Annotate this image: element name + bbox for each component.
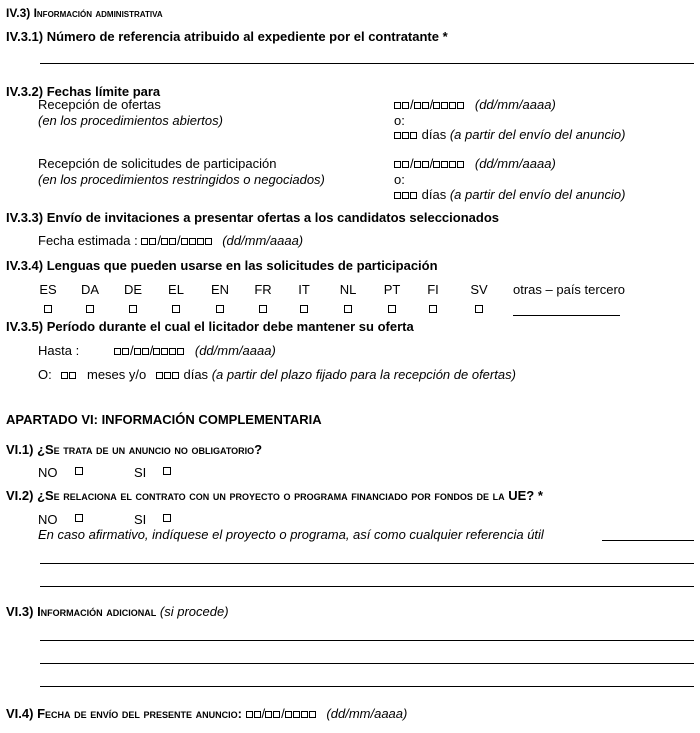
vi1-si-checkbox[interactable] — [163, 467, 171, 475]
lang-checkbox-nl[interactable] — [344, 305, 352, 313]
section-iv3-heading: IV.3) Información administrativa — [6, 6, 163, 20]
ofertas-date-field[interactable]: / / (dd/mm/aaaa) — [394, 97, 556, 112]
o-label-2: o: — [394, 172, 405, 187]
lang-label-fi: FI — [427, 282, 439, 297]
lang-checkbox-en[interactable] — [216, 305, 224, 313]
lang-checkbox-da[interactable] — [86, 305, 94, 313]
lang-label-es: ES — [39, 282, 57, 297]
vi2-si-label: SI — [134, 512, 147, 527]
apartado-vi-heading: APARTADO VI: INFORMACIÓN COMPLEMENTARIA — [6, 412, 322, 427]
lang-label-de: DE — [123, 282, 143, 297]
solicitudes-date-field[interactable]: / / (dd/mm/aaaa) — [394, 156, 556, 171]
lang-label-fr: FR — [254, 282, 272, 297]
lang-checkbox-de[interactable] — [129, 305, 137, 313]
lang-checkbox-sv[interactable] — [475, 305, 483, 313]
vi3-info-line-3[interactable] — [40, 686, 694, 687]
lang-label-pt: PT — [383, 282, 401, 297]
lang-checkbox-pt[interactable] — [388, 305, 396, 313]
vi3-info-line-2[interactable] — [40, 663, 694, 664]
periodo-field[interactable]: O: meses y/o días (a partir del plazo fijado para la recepción de ofertas) — [38, 367, 516, 382]
lang-checkbox-it[interactable] — [300, 305, 308, 313]
lang-label-it: IT — [298, 282, 310, 297]
solicitudes-days-field[interactable]: días (a partir del envío del anuncio) — [394, 187, 625, 202]
section-iv34-heading: IV.3.4) Lenguas que pueden usarse en las solicitudes de participación — [6, 258, 438, 273]
lang-checkbox-fi[interactable] — [429, 305, 437, 313]
recepcion-solicitudes-label: Recepción de solicitudes de participación — [38, 156, 277, 171]
lang-checkbox-el[interactable] — [172, 305, 180, 313]
vi3-info-line-1[interactable] — [40, 640, 694, 641]
vi1-no-checkbox[interactable] — [75, 467, 83, 475]
o-label-1: o: — [394, 113, 405, 128]
ofertas-days-field[interactable]: días (a partir del envío del anuncio) — [394, 127, 625, 142]
vi1-si-label: SI — [134, 465, 147, 480]
recepcion-ofertas-label: Recepción de ofertas — [38, 97, 161, 112]
vi2-no-label: NO — [38, 512, 58, 527]
section-iv32-heading: IV.3.2) Fechas límite para — [6, 84, 161, 99]
proc-abiertos-note: (en los procedimientos abiertos) — [38, 113, 223, 128]
section-vi4-field[interactable]: VI.4) Fecha de envío del presente anuncio: / / (dd/mm/aaaa) — [6, 706, 408, 721]
lang-checkbox-fr[interactable] — [259, 305, 267, 313]
vi2-ref-field-3[interactable] — [40, 586, 694, 587]
fecha-estimada-field[interactable]: Fecha estimada : / / (dd/mm/aaaa) — [38, 233, 304, 248]
lang-label-nl: NL — [339, 282, 357, 297]
section-iv33-heading: IV.3.3) Envío de invitaciones a presentar ofertas a los candidatos seleccionados — [6, 210, 499, 225]
lang-label-en: EN — [210, 282, 230, 297]
vi2-ref-field-2[interactable] — [40, 563, 694, 564]
section-vi3-heading: VI.3) Información adicional (si procede) — [6, 604, 229, 619]
lang-label-otras: otras – país tercero — [513, 282, 625, 297]
vi2-ref-field-1[interactable] — [602, 540, 694, 541]
hasta-label: Hasta : — [38, 343, 80, 358]
section-vi1-heading: VI.1) ¿Se trata de un anuncio no obligatorio? — [6, 442, 263, 457]
reference-number-field[interactable] — [40, 63, 694, 64]
vi2-no-checkbox[interactable] — [75, 514, 83, 522]
lang-label-sv: SV — [470, 282, 488, 297]
vi1-no-label: NO — [38, 465, 58, 480]
proc-restringidos-note: (en los procedimientos restringidos o negociados) — [38, 172, 325, 187]
lang-label-el: EL — [168, 282, 184, 297]
section-iv35-heading: IV.3.5) Período durante el cual el licitador debe mantener su oferta — [6, 319, 414, 334]
caso-afirmativo-note: En caso afirmativo, indíquese el proyecto o programa, así como cualquier referencia útil — [38, 527, 544, 542]
hasta-date-field[interactable]: / / (dd/mm/aaaa) — [114, 343, 276, 358]
lang-label-da: DA — [80, 282, 100, 297]
otras-field[interactable] — [513, 315, 620, 316]
lang-checkbox-es[interactable] — [44, 305, 52, 313]
vi2-si-checkbox[interactable] — [163, 514, 171, 522]
section-vi2-heading: VI.2) ¿Se relaciona el contrato con un proyecto o programa financiado por fondos de la UE? * — [6, 488, 543, 503]
section-iv31-heading: IV.3.1) Número de referencia atribuido al expediente por el contratante * — [6, 29, 448, 44]
